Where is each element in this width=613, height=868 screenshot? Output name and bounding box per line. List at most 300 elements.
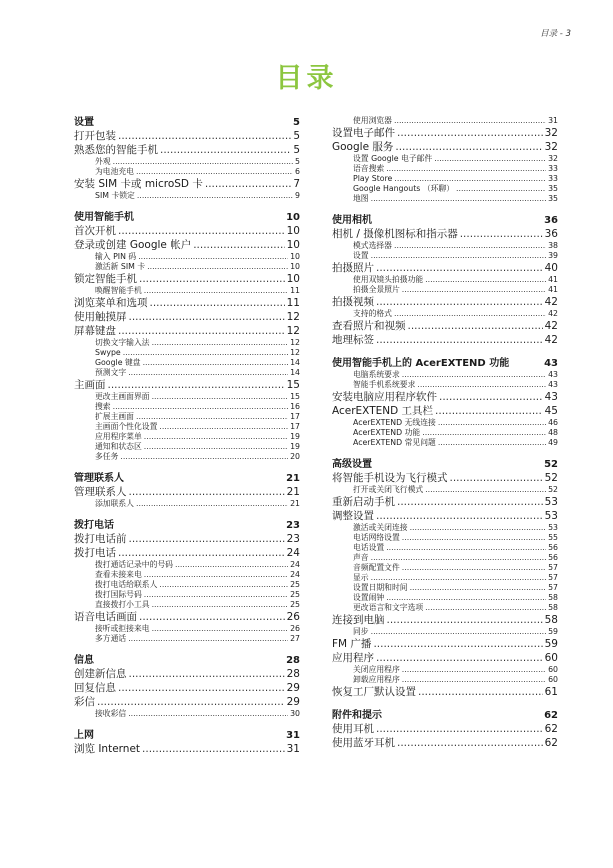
dot-leader: [159, 422, 288, 432]
toc-entry-title: Google Hangouts （环聊）: [353, 184, 455, 193]
toc-subsection-entry[interactable]: [332, 533, 558, 543]
toc-section-entry[interactable]: [332, 390, 558, 404]
toc-subsection-entry[interactable]: [332, 370, 558, 380]
toc-page-number: 12: [286, 311, 300, 323]
toc-section-entry[interactable]: [74, 177, 300, 191]
toc-section-entry[interactable]: [332, 613, 558, 627]
toc-section-entry[interactable]: [74, 546, 300, 560]
toc-entry-title: 锁定智能手机: [74, 273, 137, 285]
dot-leader: [394, 174, 546, 184]
dot-leader: [118, 681, 285, 695]
toc-page-number: 31: [548, 116, 558, 125]
toc-chapter-heading[interactable]: [74, 729, 300, 742]
toc-page-number: 33: [548, 174, 558, 183]
dot-leader: [386, 543, 546, 553]
toc-subsection-entry[interactable]: [74, 358, 300, 368]
toc-section-entry[interactable]: [74, 610, 300, 624]
toc-page-number: 40: [544, 262, 558, 274]
toc-entry-title: 外观: [95, 157, 111, 166]
toc-entry-title: 相机 / 摄像机图标和指示器: [332, 228, 458, 240]
toc-section-entry[interactable]: [332, 509, 558, 523]
toc-entry-title: 安装电脑应用程序软件: [332, 391, 437, 403]
toc-entry-title: 拨打电话前: [74, 533, 127, 545]
toc-entry-title: AcerEXTEND 工具栏: [332, 405, 434, 417]
toc-page-number: 29: [286, 696, 300, 708]
toc-page-number: 52: [544, 472, 558, 484]
dot-leader: [128, 634, 288, 644]
toc-section-entry[interactable]: [332, 495, 558, 509]
toc-entry-title: FM 广播: [332, 638, 372, 650]
toc-subsection-entry[interactable]: [74, 252, 300, 262]
toc-subsection-entry[interactable]: [332, 428, 558, 438]
toc-subsection-entry[interactable]: [74, 570, 300, 580]
dot-leader: [118, 224, 285, 238]
toc-section-entry[interactable]: [74, 129, 300, 143]
toc-entry-title: 预测文字: [95, 368, 127, 377]
toc-entry-title: 为电池充电: [95, 167, 134, 176]
toc-entry-title: 主画面: [74, 379, 106, 391]
toc-subsection-entry[interactable]: [74, 157, 300, 167]
dot-leader: [394, 309, 546, 319]
toc-entry-title: 信息: [74, 655, 94, 666]
toc-entry-title: 拍摄视频: [332, 296, 374, 308]
dot-leader: [144, 590, 288, 600]
dot-leader: [97, 695, 285, 709]
toc-page-number: 16: [290, 402, 300, 411]
dot-leader: [129, 310, 285, 324]
dot-leader: [144, 286, 288, 296]
toc-page-number: 53: [544, 510, 558, 522]
toc-page-number: 7: [293, 178, 300, 190]
page-title: 目录: [275, 63, 338, 94]
toc-page-number: 15: [286, 379, 300, 391]
toc-page-number: 42: [544, 296, 558, 308]
toc-entry-title: 使用耳机: [332, 723, 374, 735]
toc-page-number: 12: [286, 325, 300, 337]
toc-page-number: 5: [293, 144, 300, 156]
toc-page-number: 31: [286, 730, 300, 741]
toc-section-entry[interactable]: [332, 471, 558, 485]
toc-entry-title: 语音电话画面: [74, 611, 137, 623]
toc-subsection-entry[interactable]: [332, 438, 558, 448]
toc-entry-title: 拨打通话记录中的号码: [95, 560, 173, 569]
dot-leader: [129, 667, 285, 681]
toc-subsection-entry[interactable]: [74, 286, 300, 296]
dot-leader: [138, 252, 288, 262]
dot-leader: [142, 742, 285, 756]
toc-section-entry[interactable]: [74, 310, 300, 324]
toc-page-number: 12: [290, 348, 300, 357]
toc-chapter-heading[interactable]: [74, 211, 300, 224]
toc-page-number: 24: [286, 547, 300, 559]
toc-entry-title: 更改主画面界面: [95, 392, 150, 401]
toc-section-entry[interactable]: [74, 681, 300, 695]
toc-section-entry[interactable]: [332, 333, 558, 347]
toc-subsection-entry[interactable]: [74, 422, 300, 432]
toc-page-number: 29: [286, 682, 300, 694]
toc-entry-title: 设置: [353, 251, 369, 260]
toc-page-number: 60: [544, 652, 558, 664]
dot-leader: [129, 532, 285, 546]
toc-subsection-entry[interactable]: [74, 338, 300, 348]
toc-entry-title: 应用程序: [332, 652, 374, 664]
toc-entry-title: 回复信息: [74, 682, 116, 694]
toc-entry-title: 浏览菜单和选项: [74, 297, 148, 309]
toc-page-number: 48: [548, 428, 558, 437]
toc-subsection-entry[interactable]: [74, 348, 300, 358]
toc-page-number: 56: [548, 553, 558, 562]
toc-section-entry[interactable]: [74, 378, 300, 392]
dot-leader: [376, 261, 543, 275]
toc-subsection-entry[interactable]: [332, 285, 558, 295]
toc-entry-title: 浏览 Internet: [74, 743, 141, 755]
toc-entry-title: 彩信: [74, 696, 95, 708]
toc-entry-title: 设置 Google 电子邮件: [353, 154, 433, 163]
toc-subsection-entry[interactable]: [332, 241, 558, 251]
dot-leader: [386, 593, 546, 603]
toc-subsection-entry[interactable]: [332, 563, 558, 573]
toc-page-number: 55: [548, 533, 558, 542]
dot-leader: [371, 627, 546, 637]
dot-leader: [402, 665, 546, 675]
toc-page-number: 41: [548, 285, 558, 294]
toc-subsection-entry[interactable]: [332, 380, 558, 390]
toc-subsection-entry[interactable]: [332, 184, 558, 194]
toc-entry-title: 多任务: [95, 452, 119, 461]
toc-entry-title: 音频配置文件: [353, 563, 400, 572]
toc-page-number: 6: [295, 167, 300, 176]
toc-section-entry[interactable]: [74, 742, 300, 756]
toc-entry-title: 管理联系人: [74, 473, 124, 484]
toc-entry-title: 卸载应用程序: [353, 675, 400, 684]
dot-leader: [460, 227, 543, 241]
toc-section-entry[interactable]: [332, 651, 558, 665]
dot-leader: [434, 154, 546, 164]
toc-page-number: 42: [544, 334, 558, 346]
dot-leader: [376, 722, 543, 736]
dot-leader: [118, 546, 285, 560]
toc-section-entry[interactable]: [74, 695, 300, 709]
toc-entry-title: 切换文字输入法: [95, 338, 150, 347]
dot-leader: [395, 140, 542, 154]
toc-chapter-heading[interactable]: [332, 458, 558, 471]
dot-leader: [456, 184, 546, 194]
dot-leader: [450, 471, 543, 485]
toc-subsection-entry[interactable]: [332, 485, 558, 495]
dot-leader: [152, 600, 289, 610]
dot-leader: [144, 570, 288, 580]
toc-page-number: 46: [548, 418, 558, 427]
toc-section-entry[interactable]: [332, 736, 558, 750]
toc-section-entry[interactable]: [74, 143, 300, 157]
toc-section-entry[interactable]: [332, 722, 558, 736]
dot-leader: [376, 295, 543, 309]
toc-page-number: 15: [290, 392, 300, 401]
dot-leader: [113, 402, 288, 412]
toc-subsection-entry[interactable]: [332, 194, 558, 204]
toc-section-entry[interactable]: [332, 261, 558, 275]
dot-leader: [371, 553, 546, 563]
dot-leader: [152, 624, 289, 634]
toc-subsection-entry[interactable]: [332, 418, 558, 428]
toc-subsection-entry[interactable]: [74, 560, 300, 570]
toc-page-number: 41: [548, 275, 558, 284]
toc-subsection-entry[interactable]: [332, 543, 558, 553]
toc-entry-title: 智能手机系统要求: [353, 380, 416, 389]
toc-subsection-entry[interactable]: [74, 392, 300, 402]
toc-page-number: 24: [290, 560, 300, 569]
toc-subsection-entry[interactable]: [332, 593, 558, 603]
toc-section-entry[interactable]: [332, 637, 558, 651]
toc-entry-title: 接听或拒接来电: [95, 624, 150, 633]
toc-entry-title: 添加联系人: [95, 499, 134, 508]
toc-section-entry[interactable]: [74, 238, 300, 252]
toc-subsection-entry[interactable]: [332, 573, 558, 583]
toc-page-number: 36: [544, 215, 558, 226]
toc-page-number: 39: [548, 251, 558, 260]
toc-page-number: 26: [290, 624, 300, 633]
toc-section-entry[interactable]: [332, 319, 558, 333]
dot-leader: [418, 685, 543, 699]
toc-chapter-heading[interactable]: [74, 654, 300, 667]
toc-section-entry[interactable]: [74, 667, 300, 681]
toc-section-entry[interactable]: [332, 140, 558, 154]
toc-column-left: [74, 116, 300, 756]
toc-page-number: 43: [548, 370, 558, 379]
toc-page-number: 14: [290, 358, 300, 367]
dot-leader: [435, 404, 543, 418]
toc-page-number: 28: [286, 668, 300, 680]
toc-entry-title: 电话设置: [353, 543, 385, 552]
dot-leader: [439, 390, 543, 404]
toc-chapter-heading[interactable]: [74, 472, 300, 485]
toc-entry-title: 上网: [74, 730, 94, 741]
toc-entry-title: 通知和状态区: [95, 442, 142, 451]
toc-page-number: 10: [290, 252, 300, 261]
toc-subsection-entry[interactable]: [74, 412, 300, 422]
dot-leader: [376, 651, 543, 665]
toc-subsection-entry[interactable]: [332, 627, 558, 637]
toc-page-number: 58: [544, 614, 558, 626]
toc-chapter-heading[interactable]: [74, 116, 300, 129]
toc-chapter-heading[interactable]: [332, 709, 558, 722]
toc-entry-title: 拍摄照片: [332, 262, 374, 274]
toc-subsection-entry[interactable]: [74, 580, 300, 590]
toc-page-number: 58: [548, 603, 558, 612]
dot-leader: [129, 485, 285, 499]
toc-page-number: 23: [286, 520, 300, 531]
toc-page-number: 53: [544, 496, 558, 508]
toc-page-number: 10: [286, 225, 300, 237]
toc-page-number: 25: [290, 580, 300, 589]
toc-entry-title: 使用双镜头拍摄功能: [353, 275, 424, 284]
toc-subsection-entry[interactable]: [74, 590, 300, 600]
dot-leader: [144, 442, 288, 452]
dot-leader: [425, 485, 546, 495]
dot-leader: [152, 338, 289, 348]
dot-leader: [118, 129, 291, 143]
toc-entry-title: 输入 PIN 码: [95, 252, 137, 261]
dot-leader: [402, 533, 546, 543]
toc-section-entry[interactable]: [74, 532, 300, 546]
toc-subsection-entry[interactable]: [332, 675, 558, 685]
toc-subsection-entry[interactable]: [332, 603, 558, 613]
toc-entry-title: 接收彩信: [95, 709, 127, 718]
toc-subsection-entry[interactable]: [74, 624, 300, 634]
toc-entry-title: 拨打电话: [74, 520, 114, 531]
toc-subsection-entry[interactable]: [332, 523, 558, 533]
toc-entry-title: 同步: [353, 627, 369, 636]
toc-section-entry[interactable]: [74, 296, 300, 310]
dot-leader: [425, 603, 546, 613]
toc-subsection-entry[interactable]: [332, 275, 558, 285]
toc-subsection-entry[interactable]: [332, 553, 558, 563]
dot-leader: [160, 143, 291, 157]
dot-leader: [397, 736, 543, 750]
toc-subsection-entry[interactable]: [74, 402, 300, 412]
dot-leader: [139, 610, 285, 624]
toc-entry-title: 使用智能手机: [74, 212, 134, 223]
toc-entry-title: 创建新信息: [74, 668, 127, 680]
toc-subsection-entry[interactable]: [74, 442, 300, 452]
toc-page-number: 42: [548, 309, 558, 318]
toc-subsection-entry[interactable]: [74, 368, 300, 378]
dot-leader: [397, 495, 543, 509]
dot-leader: [137, 191, 293, 201]
toc-entry-title: 多方通话: [95, 634, 127, 643]
toc-page-number: 25: [290, 590, 300, 599]
toc-subsection-entry[interactable]: [332, 174, 558, 184]
toc-page-number: 52: [544, 459, 558, 470]
toc-entry-title: 安装 SIM 卡或 microSD 卡: [74, 178, 203, 190]
toc-page-number: 10: [290, 262, 300, 271]
toc-page-number: 49: [548, 438, 558, 447]
toc-entry-title: 重新启动手机: [332, 496, 395, 508]
dot-leader: [120, 452, 288, 462]
toc-subsection-entry[interactable]: [332, 583, 558, 593]
toc-subsection-entry[interactable]: [74, 262, 300, 272]
dot-leader: [397, 126, 543, 140]
toc-subsection-entry[interactable]: [74, 452, 300, 462]
toc-entry-title: 登录或创建 Google 帐户: [74, 239, 192, 251]
toc-section-entry[interactable]: [74, 324, 300, 338]
toc-page-number: 11: [286, 297, 300, 309]
dot-leader: [139, 272, 285, 286]
toc-page-number: 32: [544, 141, 558, 153]
toc-entry-title: AcerEXTEND 常见问题: [353, 438, 436, 447]
dot-leader: [144, 432, 288, 442]
toc-section-entry[interactable]: [74, 485, 300, 499]
toc-entry-title: 拨打电话给联系人: [95, 580, 158, 589]
toc-entry-title: SIM 卡锁定: [95, 191, 135, 200]
toc-entry-title: 设置闹钟: [353, 593, 385, 602]
toc-subsection-entry[interactable]: [332, 164, 558, 174]
toc-page-number: 11: [290, 286, 300, 295]
toc-chapter-heading[interactable]: [74, 519, 300, 532]
dot-leader: [408, 319, 543, 333]
toc-page-number: 60: [548, 665, 558, 674]
toc-subsection-entry[interactable]: [332, 116, 558, 126]
toc-page-number: 5: [293, 117, 300, 128]
toc-subsection-entry[interactable]: [74, 709, 300, 719]
toc-entry-title: 连接到电脑: [332, 614, 385, 626]
toc-section-entry[interactable]: [332, 295, 558, 309]
toc-entry-title: 电话网络设置: [353, 533, 400, 542]
toc-subsection-entry[interactable]: [74, 432, 300, 442]
toc-entry-title: 恢复工厂默认设置: [332, 686, 416, 698]
toc-entry-title: Play Store: [353, 174, 393, 183]
toc-section-entry[interactable]: [332, 685, 558, 699]
toc-page-number: 57: [548, 573, 558, 582]
toc-page-number: 19: [290, 442, 300, 451]
toc-section-entry[interactable]: [74, 272, 300, 286]
page-header: 目录 - 3: [540, 29, 571, 39]
toc-section-entry[interactable]: [74, 224, 300, 238]
toc-section-entry[interactable]: [332, 227, 558, 241]
toc-entry-title: AcerEXTEND 功能: [353, 428, 421, 437]
toc-page-number: 62: [544, 737, 558, 749]
dot-leader: [159, 580, 288, 590]
toc-subsection-entry[interactable]: [332, 309, 558, 319]
toc-subsection-entry[interactable]: [74, 499, 300, 509]
toc-subsection-entry[interactable]: [332, 251, 558, 261]
toc-entry-title: 搜索: [95, 402, 111, 411]
toc-page-number: 56: [548, 543, 558, 552]
dot-leader: [373, 637, 542, 651]
toc-page-number: 10: [286, 212, 300, 223]
toc-page-number: 43: [548, 380, 558, 389]
toc-page-number: 24: [290, 570, 300, 579]
toc-section-entry[interactable]: [332, 404, 558, 418]
dot-leader: [438, 438, 546, 448]
toc-page-number: 17: [290, 422, 300, 431]
dot-leader: [123, 348, 288, 358]
toc-entry-title: 查看照片和视频: [332, 320, 406, 332]
toc-page-number: 23: [286, 533, 300, 545]
toc-entry-title: 打开包装: [74, 130, 116, 142]
toc-page-number: 20: [290, 452, 300, 461]
toc-entry-title: 模式选择器: [353, 241, 392, 250]
toc-subsection-entry[interactable]: [332, 665, 558, 675]
toc-entry-title: 将智能手机设为飞行模式: [332, 472, 448, 484]
toc-page-number: 21: [290, 499, 300, 508]
dot-leader: [118, 324, 285, 338]
toc-page-number: 33: [548, 164, 558, 173]
toc-entry-title: 电脑系统要求: [353, 370, 400, 379]
toc-subsection-entry[interactable]: [74, 167, 300, 177]
toc-chapter-heading[interactable]: [332, 214, 558, 227]
toc-entry-title: 打开或关闭飞行模式: [353, 485, 424, 494]
toc-section-entry[interactable]: [332, 126, 558, 140]
dot-leader: [371, 573, 546, 583]
dot-leader: [147, 262, 288, 272]
toc-entry-title: 查看未接来电: [95, 570, 142, 579]
toc-entry-title: Google 键盘: [95, 358, 141, 367]
toc-subsection-entry[interactable]: [74, 634, 300, 644]
toc-chapter-heading[interactable]: [332, 357, 558, 370]
toc-subsection-entry[interactable]: [332, 154, 558, 164]
toc-entry-title: 调整设置: [332, 510, 374, 522]
toc-entry-title: 语音搜索: [353, 164, 385, 173]
toc-subsection-entry[interactable]: [74, 600, 300, 610]
toc-entry-title: 声音: [353, 553, 369, 562]
dot-leader: [410, 523, 547, 533]
toc-page-number: 27: [290, 634, 300, 643]
toc-entry-title: Google 服务: [332, 141, 394, 153]
toc-page-number: 42: [544, 320, 558, 332]
toc-page-number: 31: [286, 743, 300, 755]
toc-subsection-entry[interactable]: [74, 191, 300, 201]
